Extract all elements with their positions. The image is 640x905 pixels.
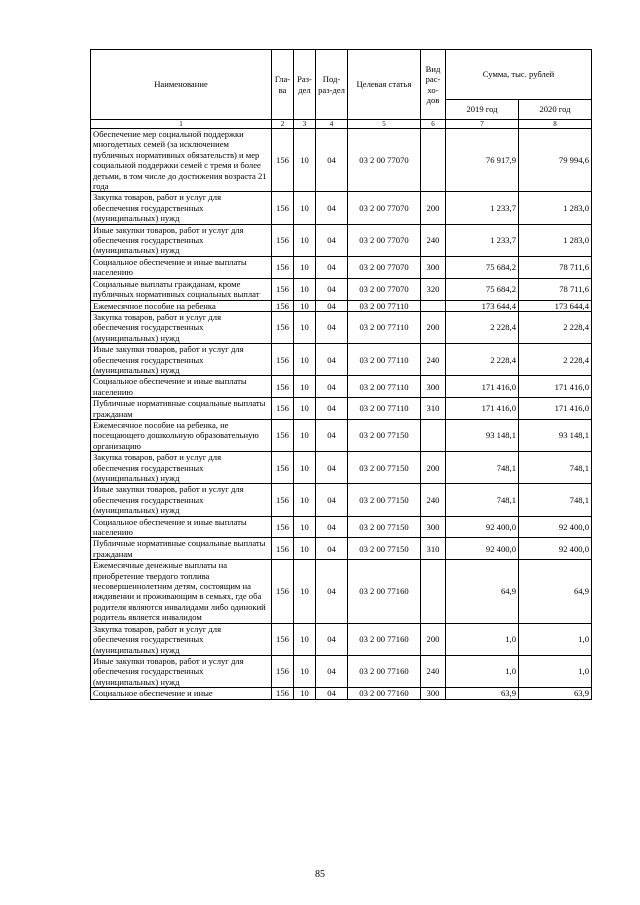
row-subsection: 04 <box>316 419 348 451</box>
column-number: 4 <box>316 120 348 129</box>
row-chapter: 156 <box>272 300 294 311</box>
row-chapter: 156 <box>272 655 294 687</box>
table-row <box>91 538 592 560</box>
row-section: 10 <box>294 376 316 398</box>
row-subsection: 04 <box>316 398 348 420</box>
column-number: 6 <box>421 120 446 129</box>
row-sum-2020: 78 711,6 <box>519 278 592 300</box>
row-section: 10 <box>294 278 316 300</box>
row-section: 10 <box>294 560 316 623</box>
row-target: 03 2 00 77070 <box>348 256 421 278</box>
row-name: Закупка товаров, работ и услуг для обеспечения государственных (муниципальных) нужд <box>91 452 272 484</box>
row-name: Закупка товаров, работ и услуг для обеспечения государственных (муниципальных) нужд <box>91 192 272 224</box>
row-target: 03 2 00 77160 <box>348 655 421 687</box>
header-year-2020: 2020 год <box>519 100 592 120</box>
table-row <box>91 256 592 278</box>
row-subsection: 04 <box>316 278 348 300</box>
row-sum-2019: 748,1 <box>446 484 519 516</box>
row-target: 03 2 00 77150 <box>348 419 421 451</box>
row-sum-2019: 63,9 <box>446 688 519 699</box>
row-target: 03 2 00 77150 <box>348 538 421 560</box>
row-sum-2020: 63,9 <box>519 688 592 699</box>
row-section: 10 <box>294 538 316 560</box>
row-subsection: 04 <box>316 311 348 343</box>
row-chapter: 156 <box>272 516 294 538</box>
row-expense-type <box>421 419 446 451</box>
column-number: 2 <box>272 120 294 129</box>
row-sum-2019: 92 400,0 <box>446 516 519 538</box>
column-number: 1 <box>91 120 272 129</box>
row-chapter: 156 <box>272 311 294 343</box>
row-target: 03 2 00 77070 <box>348 129 421 192</box>
row-expense-type: 240 <box>421 484 446 516</box>
header-subsection: Под-раз-дел <box>316 50 348 120</box>
row-target: 03 2 00 77070 <box>348 224 421 256</box>
row-name: Ежемесячное пособие на ребенка <box>91 300 272 311</box>
row-expense-type: 300 <box>421 376 446 398</box>
row-expense-type: 300 <box>421 256 446 278</box>
column-numbers-row <box>91 120 592 129</box>
row-name: Закупка товаров, работ и услуг для обеспечения государственных (муниципальных) нужд <box>91 623 272 655</box>
row-chapter: 156 <box>272 278 294 300</box>
column-number: 5 <box>348 120 421 129</box>
row-chapter: 156 <box>272 538 294 560</box>
row-section: 10 <box>294 311 316 343</box>
row-section: 10 <box>294 398 316 420</box>
row-subsection: 04 <box>316 129 348 192</box>
row-section: 10 <box>294 419 316 451</box>
column-number: 3 <box>294 120 316 129</box>
row-name: Иные закупки товаров, работ и услуг для обеспечения государственных (муниципальных) нужд <box>91 655 272 687</box>
row-name: Социальное обеспечение и иные выплаты населению <box>91 256 272 278</box>
row-target: 03 2 00 77110 <box>348 344 421 376</box>
row-sum-2019: 171 416,0 <box>446 398 519 420</box>
table-row <box>91 398 592 420</box>
row-chapter: 156 <box>272 192 294 224</box>
row-sum-2020: 93 148,1 <box>519 419 592 451</box>
row-sum-2020: 2 228,4 <box>519 311 592 343</box>
row-target: 03 2 00 77070 <box>348 278 421 300</box>
table-row <box>91 311 592 343</box>
header-expense-type: Вид рас-хо-дов <box>421 50 446 120</box>
row-sum-2020: 64,9 <box>519 560 592 623</box>
row-expense-type: 240 <box>421 344 446 376</box>
row-expense-type <box>421 300 446 311</box>
row-subsection: 04 <box>316 224 348 256</box>
row-sum-2019: 76 917,9 <box>446 129 519 192</box>
row-target: 03 2 00 77150 <box>348 484 421 516</box>
table-row <box>91 516 592 538</box>
budget-table <box>90 49 592 700</box>
row-section: 10 <box>294 129 316 192</box>
row-sum-2020: 1,0 <box>519 655 592 687</box>
row-sum-2020: 1 283,0 <box>519 224 592 256</box>
row-expense-type <box>421 560 446 623</box>
row-sum-2020: 173 644,4 <box>519 300 592 311</box>
row-sum-2020: 171 416,0 <box>519 376 592 398</box>
row-expense-type: 200 <box>421 623 446 655</box>
row-sum-2020: 171 416,0 <box>519 398 592 420</box>
row-target: 03 2 00 77150 <box>348 452 421 484</box>
table-row <box>91 376 592 398</box>
row-sum-2020: 1 283,0 <box>519 192 592 224</box>
header-sum: Сумма, тыс. рублей <box>446 50 592 100</box>
row-sum-2019: 1,0 <box>446 623 519 655</box>
row-name: Публичные нормативные социальные выплаты гражданам <box>91 538 272 560</box>
row-target: 03 2 00 77110 <box>348 376 421 398</box>
row-section: 10 <box>294 655 316 687</box>
row-target: 03 2 00 77150 <box>348 516 421 538</box>
row-chapter: 156 <box>272 452 294 484</box>
row-sum-2019: 75 684,2 <box>446 278 519 300</box>
row-sum-2020: 92 400,0 <box>519 538 592 560</box>
row-expense-type: 310 <box>421 538 446 560</box>
column-number: 8 <box>519 120 592 129</box>
row-section: 10 <box>294 344 316 376</box>
row-name: Ежемесячные денежные выплаты на приобретение твердого топлива несовершеннолетним детям, состоящим на иждивении и проживающим в семьях, где оба родителя являются инвалидами либо одинокий родитель является инвалидом <box>91 560 272 623</box>
table-row <box>91 129 592 192</box>
table-row <box>91 344 592 376</box>
row-expense-type: 240 <box>421 224 446 256</box>
row-chapter: 156 <box>272 484 294 516</box>
row-chapter: 156 <box>272 344 294 376</box>
row-subsection: 04 <box>316 452 348 484</box>
row-name: Ежемесячное пособие на ребенка, не посещающего дошкольную образовательную организацию <box>91 419 272 451</box>
row-subsection: 04 <box>316 655 348 687</box>
row-subsection: 04 <box>316 192 348 224</box>
row-sum-2020: 748,1 <box>519 484 592 516</box>
header-chapter: Гла-ва <box>272 50 294 120</box>
header-target: Целевая статья <box>348 50 421 120</box>
table-header <box>91 50 592 129</box>
row-target: 03 2 00 77070 <box>348 192 421 224</box>
row-sum-2020: 748,1 <box>519 452 592 484</box>
row-section: 10 <box>294 192 316 224</box>
header-name: Наименование <box>91 50 272 120</box>
row-name: Закупка товаров, работ и услуг для обеспечения государственных (муниципальных) нужд <box>91 311 272 343</box>
table-row <box>91 224 592 256</box>
row-name: Социальное обеспечение и иные выплаты населению <box>91 516 272 538</box>
row-subsection: 04 <box>316 560 348 623</box>
table-row <box>91 452 592 484</box>
row-sum-2019: 92 400,0 <box>446 538 519 560</box>
row-sum-2019: 2 228,4 <box>446 311 519 343</box>
row-section: 10 <box>294 484 316 516</box>
row-expense-type: 240 <box>421 655 446 687</box>
row-subsection: 04 <box>316 623 348 655</box>
table-row <box>91 655 592 687</box>
row-sum-2019: 173 644,4 <box>446 300 519 311</box>
row-chapter: 156 <box>272 688 294 699</box>
header-section: Раз-дел <box>294 50 316 120</box>
row-name: Иные закупки товаров, работ и услуг для обеспечения государственных (муниципальных) нужд <box>91 344 272 376</box>
row-subsection: 04 <box>316 688 348 699</box>
row-sum-2019: 748,1 <box>446 452 519 484</box>
table-row <box>91 560 592 623</box>
row-chapter: 156 <box>272 560 294 623</box>
table-row <box>91 419 592 451</box>
row-chapter: 156 <box>272 376 294 398</box>
row-expense-type: 300 <box>421 516 446 538</box>
row-sum-2020: 1,0 <box>519 623 592 655</box>
row-sum-2019: 2 228,4 <box>446 344 519 376</box>
table-row <box>91 278 592 300</box>
row-name: Социальное обеспечение и иные выплаты населению <box>91 376 272 398</box>
row-subsection: 04 <box>316 300 348 311</box>
table-row <box>91 300 592 311</box>
row-subsection: 04 <box>316 538 348 560</box>
row-section: 10 <box>294 452 316 484</box>
row-target: 03 2 00 77110 <box>348 311 421 343</box>
row-name: Социальные выплаты гражданам, кроме публичных нормативных социальных выплат <box>91 278 272 300</box>
table-body <box>91 129 592 700</box>
row-target: 03 2 00 77160 <box>348 623 421 655</box>
row-expense-type: 310 <box>421 398 446 420</box>
row-sum-2019: 1,0 <box>446 655 519 687</box>
row-sum-2020: 92 400,0 <box>519 516 592 538</box>
row-sum-2019: 93 148,1 <box>446 419 519 451</box>
row-sum-2020: 79 994,6 <box>519 129 592 192</box>
table-row <box>91 688 592 699</box>
row-name: Публичные нормативные социальные выплаты гражданам <box>91 398 272 420</box>
row-target: 03 2 00 77160 <box>348 560 421 623</box>
row-expense-type: 300 <box>421 688 446 699</box>
row-expense-type: 200 <box>421 192 446 224</box>
row-expense-type: 200 <box>421 452 446 484</box>
row-target: 03 2 00 77110 <box>348 398 421 420</box>
row-sum-2019: 1 233,7 <box>446 192 519 224</box>
page-number: 85 <box>315 869 325 880</box>
row-target: 03 2 00 77160 <box>348 688 421 699</box>
row-chapter: 156 <box>272 623 294 655</box>
row-chapter: 156 <box>272 256 294 278</box>
row-subsection: 04 <box>316 484 348 516</box>
row-target: 03 2 00 77110 <box>348 300 421 311</box>
row-section: 10 <box>294 256 316 278</box>
row-chapter: 156 <box>272 224 294 256</box>
row-chapter: 156 <box>272 129 294 192</box>
row-sum-2020: 78 711,6 <box>519 256 592 278</box>
row-expense-type <box>421 129 446 192</box>
row-sum-2019: 75 684,2 <box>446 256 519 278</box>
row-subsection: 04 <box>316 516 348 538</box>
row-name: Иные закупки товаров, работ и услуг для обеспечения государственных (муниципальных) нужд <box>91 224 272 256</box>
row-sum-2020: 2 228,4 <box>519 344 592 376</box>
row-name: Обеспечение мер социальной поддержки многодетных семей (за исключением публичных нормативных обязательств) и мер социальной поддержки семей с тремя и более детьми, в том числе до достижения возраста 21 года <box>91 129 272 192</box>
row-chapter: 156 <box>272 419 294 451</box>
row-section: 10 <box>294 516 316 538</box>
row-section: 10 <box>294 623 316 655</box>
row-name: Иные закупки товаров, работ и услуг для обеспечения государственных (муниципальных) нужд <box>91 484 272 516</box>
table-row <box>91 192 592 224</box>
row-chapter: 156 <box>272 398 294 420</box>
row-expense-type: 200 <box>421 311 446 343</box>
table-row <box>91 623 592 655</box>
column-number: 7 <box>446 120 519 129</box>
row-subsection: 04 <box>316 344 348 376</box>
row-subsection: 04 <box>316 376 348 398</box>
row-section: 10 <box>294 224 316 256</box>
table-row <box>91 484 592 516</box>
row-sum-2019: 64,9 <box>446 560 519 623</box>
row-expense-type: 320 <box>421 278 446 300</box>
row-subsection: 04 <box>316 256 348 278</box>
row-sum-2019: 1 233,7 <box>446 224 519 256</box>
row-sum-2019: 171 416,0 <box>446 376 519 398</box>
header-year-2019: 2019 год <box>446 100 519 120</box>
row-section: 10 <box>294 688 316 699</box>
row-section: 10 <box>294 300 316 311</box>
row-name: Социальное обеспечение и иные <box>91 688 272 699</box>
